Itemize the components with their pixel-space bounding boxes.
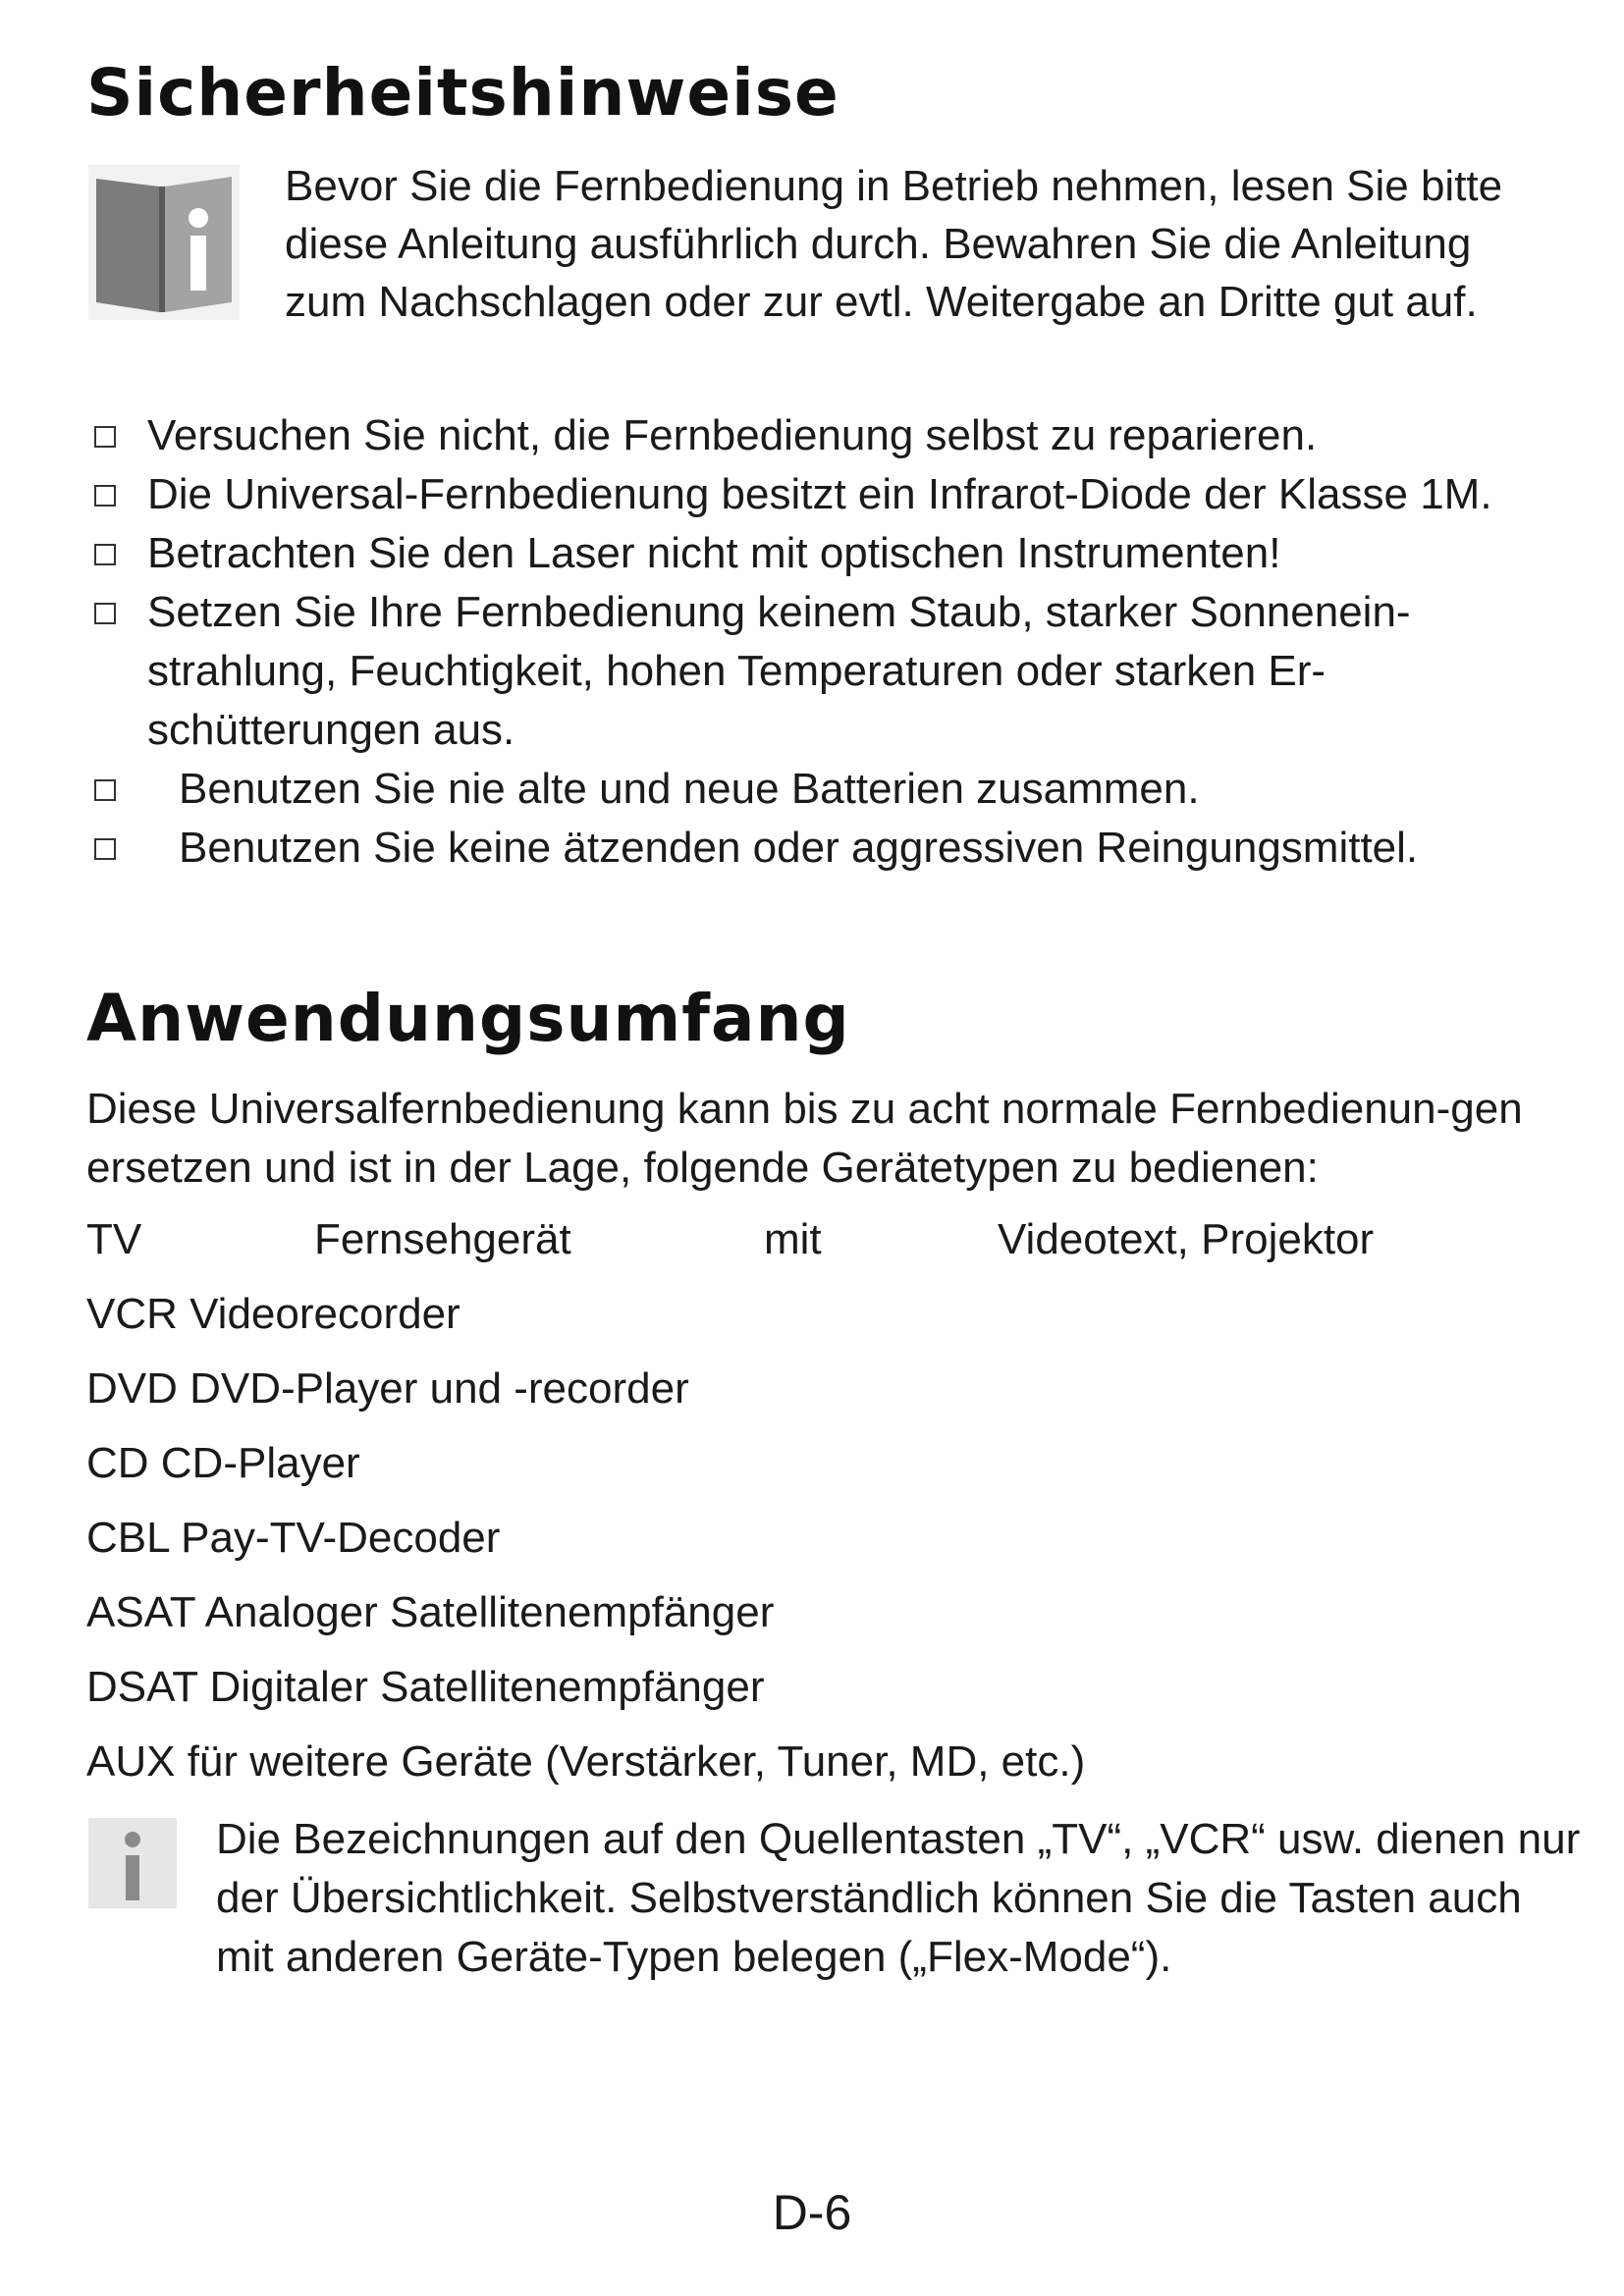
device-row: DSAT Digitaler Satellitenempfänger: [86, 1663, 765, 1711]
safety-list: [86, 406, 1579, 878]
list-item: Benutzen Sie keine ätzenden oder aggressiven Reingungsmittel.: [86, 819, 1579, 878]
checkbox-square-icon: [94, 426, 116, 448]
device-row: DVD DVD-Player und -recorder: [86, 1364, 689, 1413]
device-description-part: Fernsehgerät: [314, 1215, 571, 1263]
info-icon: [88, 1818, 177, 1908]
checkbox-square-icon: [94, 779, 116, 801]
checkbox-square-icon: [94, 485, 116, 507]
device-row: CD CD-Player: [86, 1439, 360, 1487]
device-code: TV: [86, 1215, 142, 1263]
list-item: Setzen Sie Ihre Fernbedienung keinem Staub, starker Sonnenein-strahlung, Feuchtigkeit, hohen Temperaturen oder starken Er-schütterungen aus.: [86, 583, 1579, 760]
page-number: D-6: [772, 2185, 852, 2240]
device-row: ASAT Analoger Satellitenempfänger: [86, 1588, 775, 1636]
device-row: VCR Videorecorder: [86, 1290, 460, 1338]
info-book-icon: [88, 165, 240, 320]
checkbox-square-icon: [94, 838, 116, 860]
checkbox-square-icon: [94, 544, 116, 565]
device-row-tv: [86, 1210, 1579, 1285]
device-row: AUX für weitere Geräte (Verstärker, Tuner, MD, etc.): [86, 1737, 1086, 1786]
section-heading-safety: Sicherheitshinweise: [86, 55, 839, 131]
device-description-part: Videotext, Projektor: [998, 1215, 1375, 1263]
list-item: Versuchen Sie nicht, die Fernbedienung selbst zu reparieren.: [86, 406, 1579, 465]
safety-intro-text: Bevor Sie die Fernbedienung in Betrieb nehmen, lesen Sie bitte diese Anleitung ausführlich durch. Bewahren Sie die Anleitung zum Nachschlagen oder zur evtl. Weitergabe an Dritte gut auf.: [285, 162, 1503, 326]
device-row: CBL Pay-TV-Decoder: [86, 1514, 501, 1562]
flex-mode-note: Die Bezeichnungen auf den Quellentasten „TV“, „VCR“ usw. dienen nur der Übersichtlichkeit. Selbstverständlich können Sie die Tasten auch mit anderen Geräte-Typen belegen („Flex-Mode“).: [216, 1815, 1581, 1981]
list-item: Benutzen Sie nie alte und neue Batterien zusammen.: [86, 760, 1579, 819]
list-item: Die Universal-Fernbedienung besitzt ein Infrarot-Diode der Klasse 1M.: [86, 465, 1579, 524]
checkbox-square-icon: [94, 603, 116, 624]
device-type-list: [86, 1210, 1579, 1807]
section-heading-scope: Anwendungsumfang: [86, 981, 850, 1056]
scope-intro-text: Diese Universalfernbedienung kann bis zu acht normale Fernbedienun-gen ersetzen und ist in der Lage, folgende Gerätetypen zu bedienen:: [86, 1085, 1523, 1192]
device-description-part: mit: [764, 1215, 822, 1263]
list-item: Betrachten Sie den Laser nicht mit optischen Instrumenten!: [86, 524, 1579, 583]
